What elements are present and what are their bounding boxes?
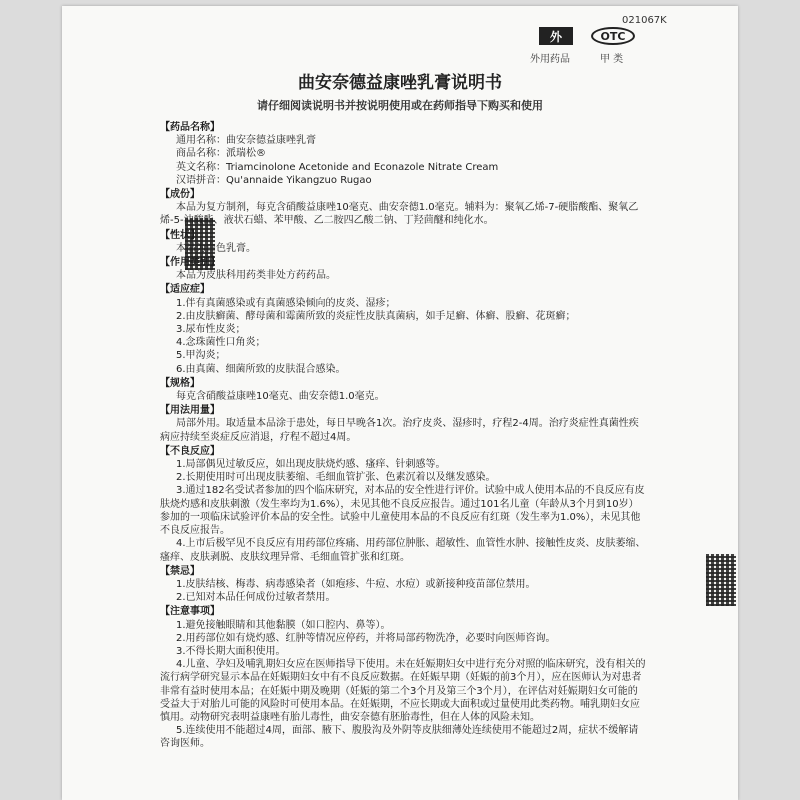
list-item: 2.已知对本品任何成份过敏者禁用。 [176,592,336,604]
section-heading: 【药品名称】 [160,122,220,133]
list-item: 1.伴有真菌感染或有真菌感染倾向的皮炎、湿疹； [176,297,396,309]
section-heading: 【用法用量】 [160,405,220,417]
list-item: 4.上市后极罕见不良反应有用药部位疼痛、用药部位肿胀、超敏性、血管性水肿、接触性皮炎、皮肤萎缩、瘙痒、皮肤剥脱、皮肤纹理异常、毛细血管扩张和红斑。 [160,538,646,563]
section-adverse [160,445,646,564]
section-text: 本品为白色乳膏。 [176,242,256,254]
barcode-right-icon [706,554,736,606]
section-text: 本品为皮肤科用药类非处方药药品。 [176,270,336,282]
leaflet-body [160,120,646,751]
otc-class-label: 甲 类 [600,54,624,65]
list-item: 2.长期使用时可出现皮肤萎缩、毛细血管扩张、色素沉着以及继发感染。 [176,472,496,484]
list-item: 1.局部偶见过敏反应，如出现皮肤烧灼感、瘙痒、针刺感等。 [176,459,446,471]
section-heading: 【性状】 [160,229,200,241]
section-text: 局部外用。取适量本品涂于患处，每日早晚各1次。治疗皮炎、湿疹时，疗程2-4周。治疗炎症性真菌性疾病应持续至炎症反应消退，疗程不超过4周。 [160,418,639,443]
text-line: 汉语拼音：Qu'annaide Yikangzuo Rugao [176,174,372,186]
section-heading: 【作用类别】 [160,257,220,269]
list-item: 6.由真菌、细菌所致的皮肤混合感染。 [176,363,346,375]
section-heading: 【规格】 [160,377,200,389]
section-heading: 【禁忌】 [160,565,200,577]
section-composition [160,188,646,228]
section-usage [160,404,646,444]
list-item: 4.念珠菌性口角炎； [176,337,266,349]
section-character [160,229,646,255]
section-indications [160,283,646,375]
text-line: 通用名称：曲安奈德益康唑乳膏 [176,135,316,147]
document-title: 曲安奈德益康唑乳膏说明书 [298,73,502,93]
text-line: 商品名称：派瑞松® [176,148,266,160]
section-spec [160,377,646,403]
list-item: 3.不得长期大面积使用。 [176,645,286,657]
list-item: 5.甲沟炎； [176,350,226,362]
section-heading: 【成份】 [160,189,200,201]
list-item: 1.避免接触眼睛和其他黏膜（如口腔内、鼻等）。 [176,619,391,631]
list-item: 2.用药部位如有烧灼感、红肿等情况应停药，并将局部药物洗净，必要时向医师咨询。 [176,632,556,644]
list-item: 2.由皮肤癣菌、酵母菌和霉菌所致的炎症性皮肤真菌病，如手足癣、体癣、股癣、花斑癣； [176,310,576,322]
section-name [160,121,646,187]
section-heading: 【注意事项】 [160,606,220,618]
document-subtitle: 请仔细阅读说明书并按说明使用或在药师指导下购买和使用 [257,99,543,112]
external-use-label: 外用药品 [530,54,570,65]
section-notes [160,605,646,750]
external-use-badge: 外 [539,27,573,45]
section-category [160,256,646,282]
section-heading: 【不良反应】 [160,445,220,457]
section-heading: 【适应症】 [160,284,210,296]
section-text: 本品为复方制剂，每克含硝酸益康唑10毫克、曲安奈德1.0毫克。辅料为：聚氧乙烯-7-硬脂酸酯、聚氧乙烯-5-油酸酯、液状石蜡、苯甲酸、乙二胺四乙酸二钠、丁羟茴醚和纯化水。 [160,202,639,227]
otc-badge: OTC [591,27,635,45]
list-item: 3.通过182名受试者参加的四个临床研究，对本品的安全性进行评价。试验中成人使用本品的不良反应有皮肤烧灼感和皮肤刺激（发生率均为1.6%），未见其他不良反应报告。通过101名儿童（年龄从3个月到10岁）参加的一项临床试验评价本品的安全性。试验中儿童使用本品的不良反应有红斑（发生率为1.0%），未见其他不良反应报告。 [160,485,645,537]
product-code: 021067K [622,15,667,26]
list-item: 3.尿布性皮炎； [176,324,246,336]
text-line: 英文名称：Triamcinolone Acetonide and Econazole Nitrate Cream [176,161,499,173]
list-item: 1.皮肤结核、梅毒、病毒感染者（如疱疹、牛痘、水痘）或新接种疫苗部位禁用。 [176,578,536,590]
section-text: 每克含硝酸益康唑10毫克、曲安奈德1.0毫克。 [176,391,385,403]
section-contraindications [160,565,646,605]
list-item: 5.连续使用不能超过4周，面部、腋下、腹股沟及外阴等皮肤细薄处连续使用不能超过2周，症状不缓解请咨询医师。 [160,725,639,750]
list-item: 4.儿童、孕妇及哺乳期妇女应在医师指导下使用。未在妊娠期妇女中进行充分对照的临床研究，没有相关的流行病学研究显示本品在妊娠期妇女中有不良反应数据。在妊娠早期（妊娠的前3个月），应在医师认为对患者非常有益时使用本品；在妊娠中期及晚期（妊娠的第二个3个月及第三个3个月），在评估对妊娠期妇女可能的受益大于对胎儿可能的风险时可使用本品。在妊娠期，不应长期或大面积或过量使用此类药物。哺乳期妇女应慎用。动物研究表明益康唑有胎儿毒性，曲安奈德有胚胎毒性，但在人体的风险未知。 [160,659,646,723]
